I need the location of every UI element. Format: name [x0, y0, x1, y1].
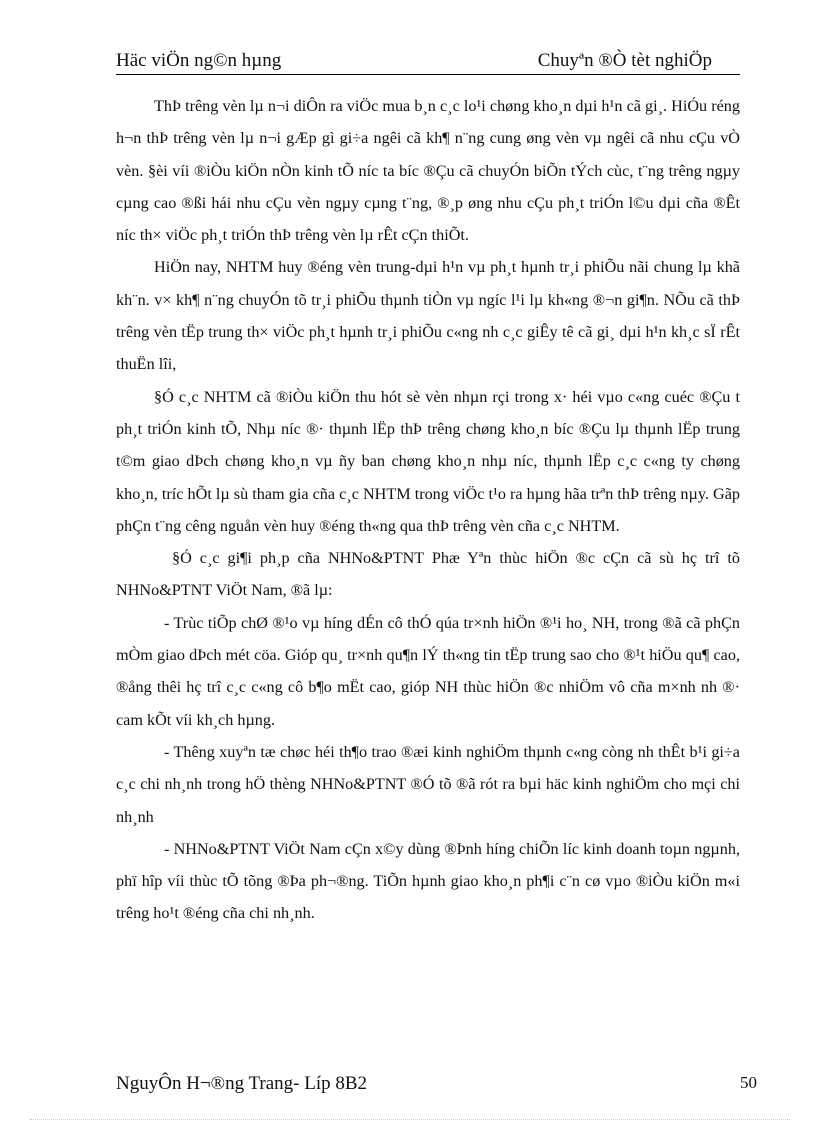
list-item-strategy: - NHNo&PTNT ViÖt Nam cÇn x©y dùng ®Þnh híng chiÕn líc kinh doanh toµn ngµnh, phï hîp víi thùc tÕ tõng ®Þa ph¬®ng. TiÕn hµnh giao kho¸n ph¶i c¨n cø vµo ®iÒu kiÖn m«i trêng ho¹t ®éng cña chi nh¸nh. [116, 839, 740, 923]
header-institution: Häc viÖn ng©n hµng [116, 50, 282, 71]
list-item-direct-guidance: - Trùc tiÕp chØ ®¹o vµ híng dÉn cô thÓ qúa tr×nh hiÖn ®¹i ho¸ NH, trong ®ã cã phÇn mÒm giao dÞch mét cöa. Gióp qu¸ tr×nh qu¶n lÝ th«ng tin tËp trung sao cho ®¹t hiÖu qu¶ cao, ®ång thêi hç trî c¸c c«ng cô b¶o mËt cao, gióp NH thùc hiÖn ®c nhiÖm vô cña m×nh nh ®· cam kÕt víi kh¸ch hµng. [116, 613, 740, 729]
header-document-type: Chuyªn ®Ò tèt nghiÖp [537, 50, 712, 71]
paragraph-solutions-intro: §Ó c¸c gi¶i ph¸p cña NHNo&PTNT Phæ Yªn thùc hiÖn ®c cÇn cã sù hç trî tõ NHNo&PTNT ViÖt Nam, ®ã lµ: [116, 549, 740, 600]
footer-author: NguyÔn H¬®ng Trang- Líp 8B2 [116, 1073, 368, 1094]
page-number: 50 [740, 1073, 757, 1092]
page-bottom-divider [30, 1119, 790, 1120]
paragraph-current-situation: HiÖn nay, NHTM huy ®éng vèn trung-dµi h¹n vµ ph¸t hµnh tr¸i phiÕu nãi chung lµ khã kh¨n. v× kh¶ n¨ng chuyÓn tõ tr¸i phiÕu thµnh tiÒn vµ ngíc l¹i lµ kh«ng ®¬n gi¶n. NÕu cã thÞ trêng vèn tËp trung th× viÖc ph¸t hµnh tr¸i phiÕu c«ng nh c¸c giÊy tê cã gi¸ dµi h¹n kh¸c sÏ rÊt thuËn lîi, [116, 258, 740, 374]
body-text [116, 90, 740, 930]
paragraph-attract-capital: §Ó c¸c NHTM cã ®iÒu kiÖn thu hót sè vèn nhµn rçi trong x· héi vµo c«ng cuéc ®Çu t ph¸t triÓn kinh tÕ, Nhµ níc ®· thµnh lËp thÞ trêng chøng kho¸n bíc ®Çu lµ thµnh lËp trung t©m giao dÞch chøng kho¸n vµ ñy ban chøng kho¸n nhµ níc, thµnh lËp c¸c c«ng ty chøng kho¸n, tríc hÕt lµ sù tham gia cña c¸c NHTM trong viÖc t¹o ra hµng hãa trªn thÞ trêng nµy. Gãp phÇn t¨ng cêng nguån vèn huy ®éng th«ng qua thÞ trêng vèn cña c¸c NHTM. [116, 387, 740, 535]
list-item-workshops: - Thêng xuyªn tæ chøc héi th¶o trao ®æi kinh nghiÖm thµnh c«ng còng nh thÊt b¹i gi÷a c¸c chi nh¸nh trong hÖ thèng NHNo&PTNT ®Ó tõ ®ã rót ra bµi häc kinh nghiÖm cho mçi chi nh¸nh [116, 742, 740, 826]
page-header [116, 48, 740, 75]
paragraph-capital-market: ThÞ trêng vèn lµ n¬i diÔn ra viÖc mua b¸n c¸c lo¹i chøng kho¸n dµi h¹n cã gi¸. HiÓu réng h¬n thÞ trêng vèn lµ n¬i gÆp gì gi÷a ngêi cã kh¶ n¨ng cung øng vèn vµ ngêi cã nhu cÇu vÒ vèn. §èi víi ®iÒu kiÖn nÒn kinh tÕ níc ta bíc ®Çu cã chuyÓn biÕn tÝch cùc, t¨ng trêng ngµy cµng cao ®ßi hái nhu cÇu vèn ngµy cµng t¨ng, ®¸p øng nhu cÇu ph¸t triÓn l©u dµi cña ®Êt níc th× viÖc ph¸t triÓn thÞ trêng vèn lµ rÊt cÇn thiÕt. [116, 97, 740, 245]
